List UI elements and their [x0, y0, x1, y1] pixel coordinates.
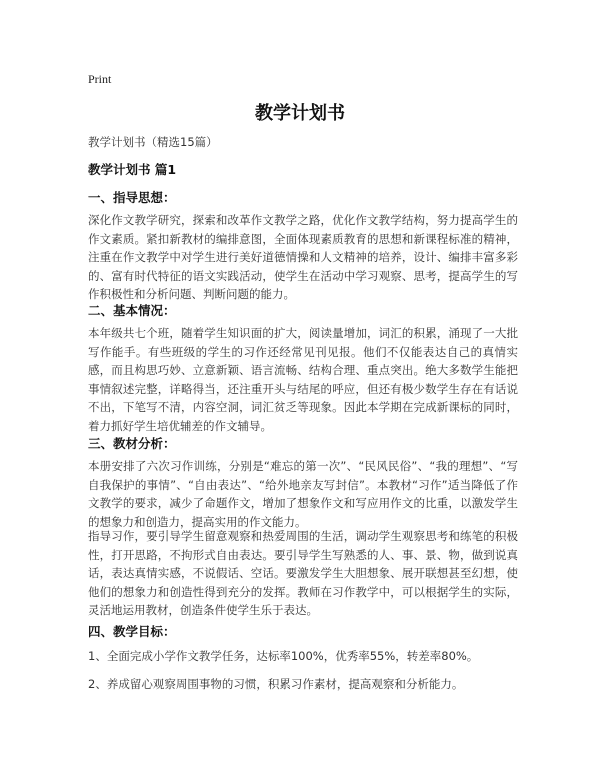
article-title: 教学计划书 篇1: [88, 162, 177, 177]
section-paragraph: 深化作文教学研究，探索和改革作文教学之路，优化作文教学结构，努力提高学生的作文素质。紧扣新教材的编排意图，全面体现素质教育的思想和新课程标准的精神，注重在作文教学中对学生进行美好道德情操和人文精神的培养，设计、编排丰富多彩的、富有时代特征的语文实践活动，使学生在活动中学习观察、思考，提高学生的写作积极性和分析问题、判断问题的能力。: [88, 213, 518, 301]
section-heading-guiding-ideology: 一、指导思想：: [88, 190, 176, 205]
section-heading-basic-situation: 二、基本情况：: [88, 303, 176, 318]
section-heading-textbook-analysis: 三、教材分析：: [88, 436, 176, 451]
section-paragraph: 本册安排了六次习作训练，分别是“难忘的第一次”、“民风民俗”、“我的理想”、“写自我保护的事情”、“自由表达”、“给外地亲友写封信”。本教材“习作”适当降低了作文教学的要求，减少了命题作文，增加了想象作文和写应用作文的比重，以激发学生的想象力和创造力，提高实用的作文能力。: [88, 459, 518, 529]
document-subtitle: 教学计划书（精选15篇）: [88, 135, 218, 149]
section-paragraph: 1、全面完成小学作文教学任务，达标率100%，优秀率55%，转差率80%。: [88, 649, 479, 663]
section-paragraph: 2、养成留心观察周围事物的习惯，积累习作素材，提高观察和分析能力。: [88, 677, 464, 691]
section-paragraph: 指导习作，要引导学生留意观察和热爱周围的生活，调动学生观察思考和练笔的积极性，打开思路，不拘形式自由表达。要引导学生写熟悉的人、事、景、物，做到说真话，表达真情实感，不说假话、空话。要激发学生大胆想象、展开联想甚至幻想，使他们的想象力和创造性得到充分的发挥。教师在习作教学中，可以根据学生的实际，灵活地运用教材，创造条件使学生乐于表达。: [88, 529, 518, 617]
document-title: 教学计划书: [255, 103, 345, 124]
print-link[interactable]: Print: [88, 72, 112, 86]
section-paragraph: 本年级共七个班，随着学生知识面的扩大，阅读量增加，词汇的积累，涌现了一大批写作能手。有些班级的学生的习作还经常见刊见报。他们不仅能表达自己的真情实感，而且构思巧妙、立意新颖、语言流畅、结构合理、重点突出。绝大多数学生能把事情叙述完整，详略得当，还注重开头与结尾的呼应，但还有极少数学生存在有话说不出，下笔写不清，内容空洞，词汇贫乏等现象。因此本学期在完成新课标的同时，着力抓好学生培优辅差的作文辅导。: [88, 326, 518, 433]
section-heading-teaching-goals: 四、教学目标：: [88, 624, 176, 639]
